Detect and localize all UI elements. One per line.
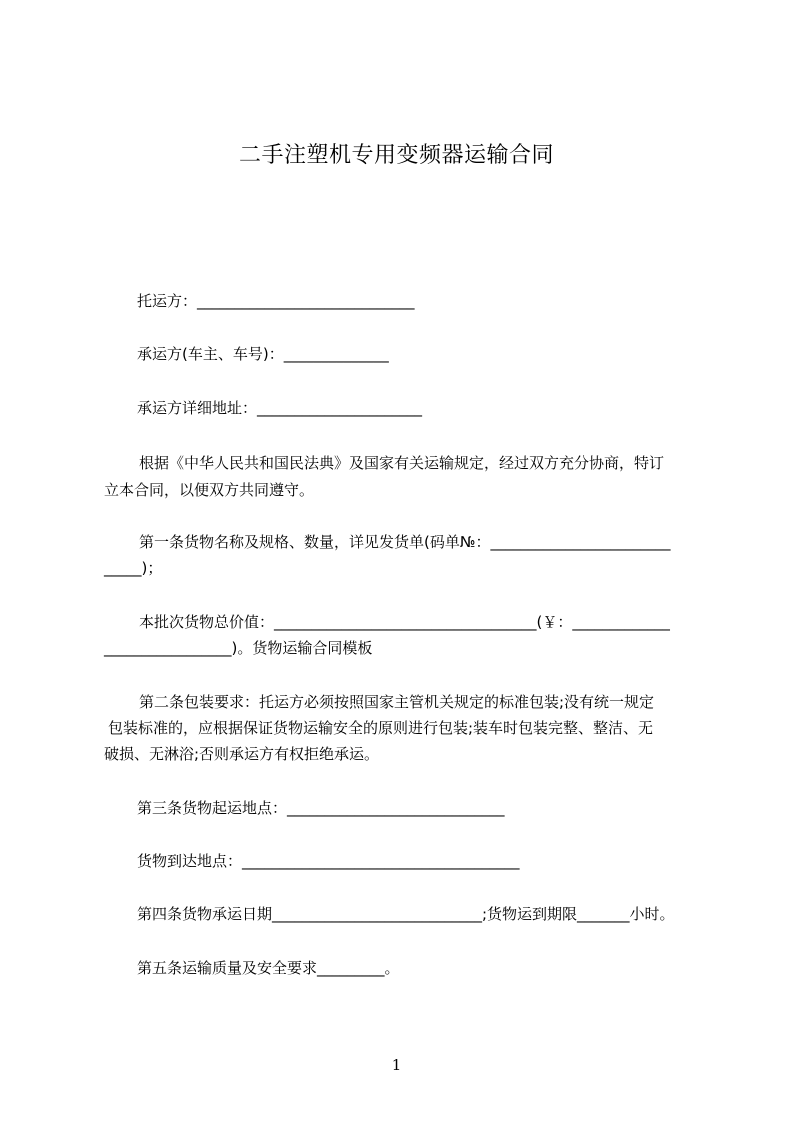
total-value-line-2: _________________)。货物运输合同模板 [104, 639, 373, 657]
article-3-line: 第三条货物起运地点：_____________________________ [137, 799, 505, 817]
article-1-line-2: _____)； [104, 559, 163, 577]
article-4-line: 第四条货物承运日期____________________________;货物运到期限_______小时。 [137, 905, 675, 923]
article-2-line-3: 破损、无淋浴;否则承运方有权拒绝承运。 [104, 745, 380, 763]
document-title: 二手注塑机专用变频器运输合同 [238, 143, 554, 168]
article-5-line: 第五条运输质量及安全要求_________。 [137, 959, 400, 977]
total-value-line-1: 本批次货物总价值：___________________________________(￥：_____________ [139, 613, 670, 631]
page-number: 1 [391, 1056, 402, 1074]
preamble-line-2: 立本合同，以便双方共同遵守。 [104, 481, 315, 499]
article-1-line-1: 第一条货物名称及规格、数量，详见发货单(码单№：________________________ [139, 533, 671, 551]
preamble-line-1: 根据《中华人民共和国民法典》及国家有关运输规定，经过双方充分协商，特订 [139, 454, 665, 472]
destination-line: 货物到达地点：_____________________________________ [137, 852, 520, 870]
carrier-line: 承运方(车主、车号)：______________ [137, 345, 389, 363]
article-2-line-1: 第二条包装要求：托运方必须按照国家主管机关规定的标准包装;没有统一规定 [139, 693, 655, 711]
shipper-line: 托运方：_____________________________ [137, 292, 415, 310]
article-2-line-2: 包装标准的，应根据保证货物运输安全的原则进行包装;装车时包装完整、整洁、无 [108, 719, 654, 737]
carrier-address-line: 承运方详细地址：______________________ [137, 399, 423, 417]
